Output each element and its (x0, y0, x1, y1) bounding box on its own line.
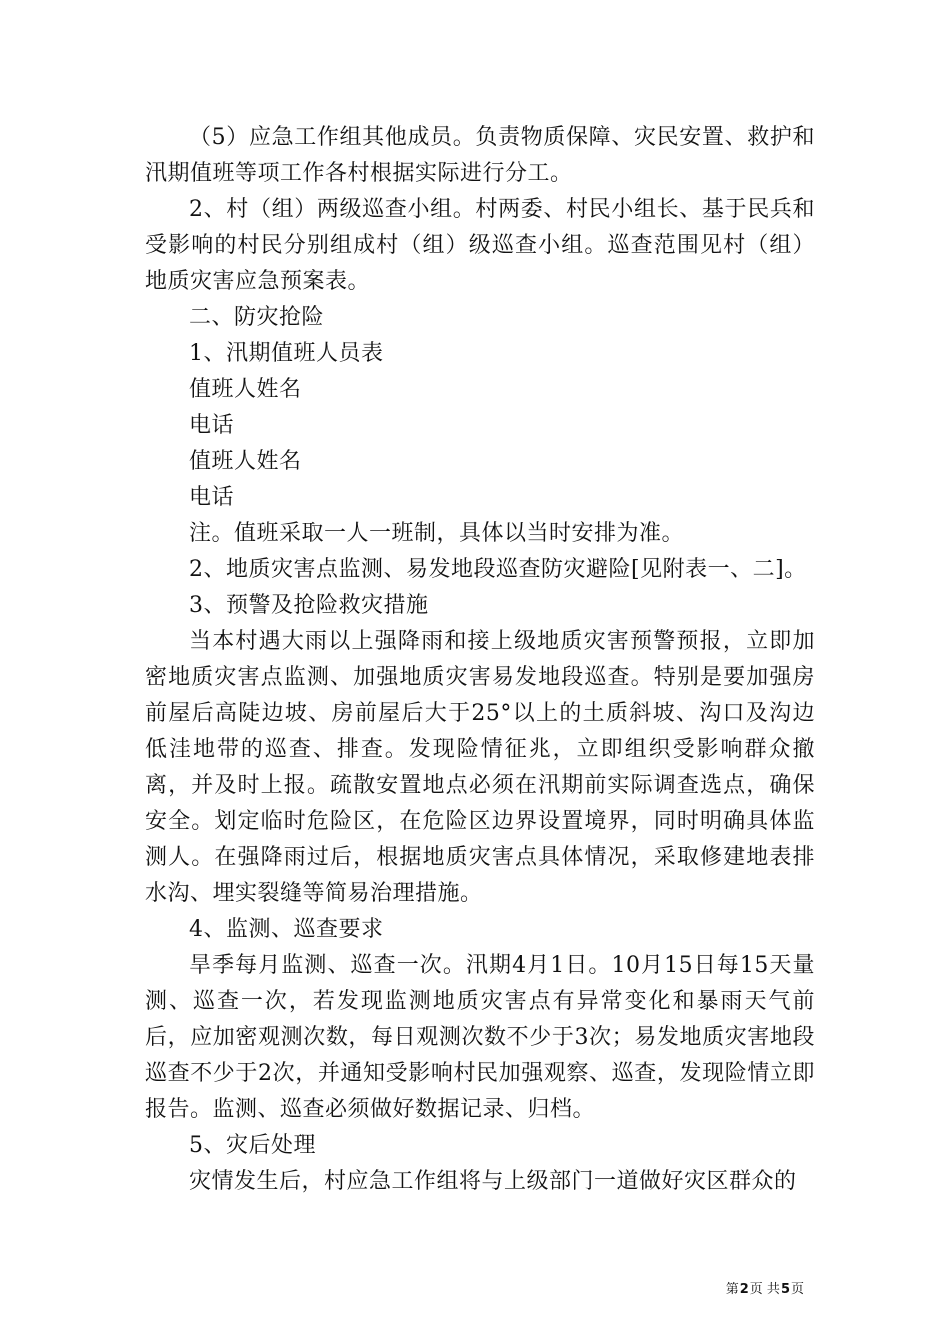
heading-duty-table: 1、汛期值班人员表 (189, 341, 384, 366)
duty-phone-label-2: 电话 (189, 485, 235, 510)
heading-monitoring-points: 2、地质灾害点监测、易发地段巡查防灾避险[见附表一、二]。 (189, 557, 807, 582)
paragraph-patrol-groups: 2、村（组）两级巡查小组。村两委、村民小组长、基于民兵和受影响的村民分别组成村（组）级巡查小组。巡查范围见村（组）地质灾害应急预案表。 (145, 197, 815, 294)
footer-prefix: 第 (725, 1282, 739, 1297)
document-body (145, 120, 815, 1200)
duty-phone-label-1: 电话 (189, 413, 235, 438)
footer-suffix: 页 (790, 1282, 804, 1297)
footer-total-pages: 5 (780, 1282, 790, 1297)
heading-disaster-rescue: 二、防灾抢险 (189, 305, 325, 330)
heading-monitoring-requirements: 4、监测、巡查要求 (189, 917, 384, 942)
footer-middle: 页 共 (749, 1282, 780, 1297)
heading-warning-measures: 3、预警及抢险救灾措施 (189, 593, 429, 618)
paragraph-warning-measures: 当本村遇大雨以上强降雨和接上级地质灾害预警预报，立即加密地质灾害点监测、加强地质灾害易发地段巡查。特别是要加强房前屋后高陡边坡、房前屋后大于25°以上的土质斜坡、沟口及沟边低洼地带的巡查、排查。发现险情征兆，立即组织受影响群众撤离，并及时上报。疏散安置地点必须在汛期前实际调查选点，确保安全。划定临时危险区，在危险区边界设置境界，同时明确具体监测人。在强降雨过后，根据地质灾害点具体情况，采取修建地表排水沟、埋实裂缝等简易治理措施。 (145, 629, 815, 906)
paragraph-emergency-members: （5）应急工作组其他成员。负责物质保障、灾民安置、救护和汛期值班等项工作各村根据实际进行分工。 (145, 125, 815, 186)
paragraph-post-disaster: 灾情发生后，村应急工作组将与上级部门一道做好灾区群众的 (189, 1169, 797, 1194)
paragraph-duty-note: 注。值班采取一人一班制，具体以当时安排为准。 (189, 521, 685, 546)
page-footer (726, 1278, 804, 1297)
heading-post-disaster: 5、灾后处理 (189, 1133, 316, 1158)
paragraph-monitoring-requirements: 旱季每月监测、巡查一次。汛期4月1日。10月15日每15天量测、巡查一次，若发现监测地质灾害点有异常变化和暴雨天气前后，应加密观测次数，每日观测次数不少于3次；易发地质灾害地段巡查不少于2次，并通知受影响村民加强观察、巡查，发现险情立即报告。监测、巡查必须做好数据记录、归档。 (145, 953, 815, 1122)
duty-name-label-2: 值班人姓名 (189, 449, 302, 474)
duty-name-label-1: 值班人姓名 (189, 377, 302, 402)
footer-current-page: 2 (739, 1282, 749, 1297)
